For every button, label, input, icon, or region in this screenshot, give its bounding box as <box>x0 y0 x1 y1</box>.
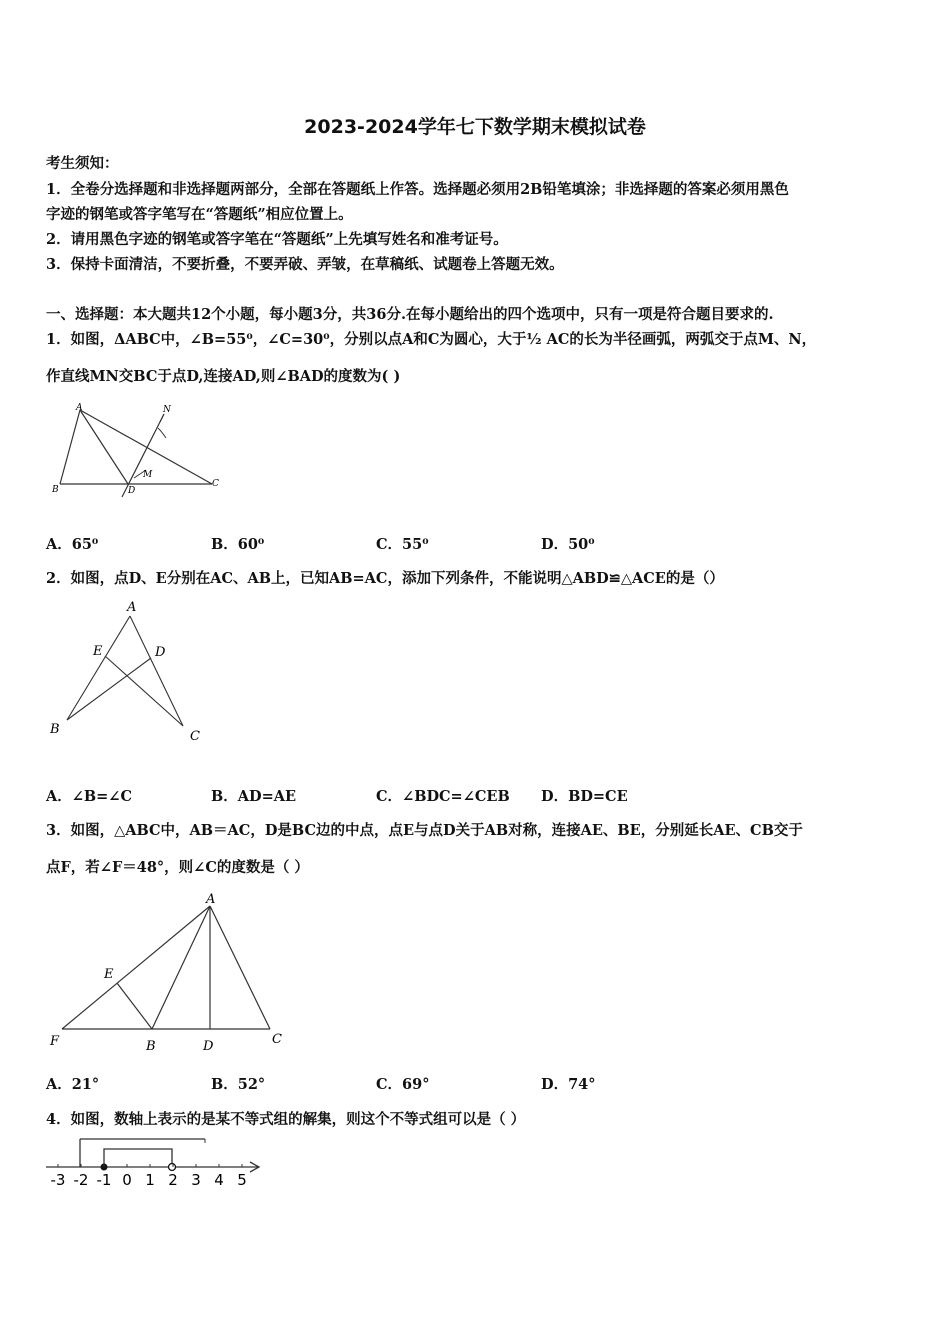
q4-tick-label: 1 <box>145 1171 155 1189</box>
q2-label-d: D <box>155 645 166 660</box>
q3-label-c: C <box>272 1032 282 1047</box>
notice-item-1: 1．全卷分选择题和非选择题两部分，全部在答题纸上作答。选择题必须用2B铅笔填涂；非选择题的答案必须用黑色 <box>46 181 789 198</box>
q2-option-b[interactable]: B．AD=AE <box>211 788 297 805</box>
q2-text: 2．如图，点D、E分别在AC、AB上，已知AB=AC，添加下列条件，不能说明△ABD≌△ACE的是（） <box>46 570 724 587</box>
q3-option-c[interactable]: C．69° <box>376 1076 430 1093</box>
q1-option-b[interactable]: B．60⁰ <box>211 536 265 553</box>
q2-option-a[interactable]: A．∠B=∠C <box>46 788 132 805</box>
q3-text-line2: 点F，若∠F＝48°，则∠C的度数是（ ） <box>46 859 309 876</box>
q2-option-c[interactable]: C．∠BDC=∠CEB <box>376 788 510 805</box>
q4-tick-label: 3 <box>191 1171 201 1189</box>
section-heading: 一、选择题：本大题共12个小题，每小题3分，共36分.在每小题给出的四个选项中，只有一项是符合题目要求的. <box>46 306 774 323</box>
q1-option-c[interactable]: C．55⁰ <box>376 536 429 553</box>
q2-label-e: E <box>93 644 103 659</box>
q2-label-c: C <box>190 729 200 744</box>
q3-option-a[interactable]: A．21° <box>46 1076 100 1093</box>
notice-item-1-cont: 字迹的钢笔或答字笔写在“答题纸”相应位置上。 <box>46 206 353 223</box>
q3-label-e: E <box>104 967 114 982</box>
notice-heading: 考生须知： <box>46 155 119 172</box>
q3-text-line1: 3．如图，△ABC中，AB＝AC，D是BC边的中点，点E与点D关于AB对称，连接AE、BE，分别延长AE、CB交于 <box>46 822 803 839</box>
q1-option-a[interactable]: A．65⁰ <box>46 536 99 553</box>
q4-tick-label: -3 <box>50 1171 66 1189</box>
q3-option-b[interactable]: B．52° <box>211 1076 266 1093</box>
q2-option-d[interactable]: D．BD=CE <box>541 788 628 805</box>
q4-ticks <box>51 1164 247 1189</box>
q4-tick-label: -2 <box>73 1171 89 1189</box>
q3-option-d[interactable]: D．74° <box>541 1076 596 1093</box>
notice-item-2: 2．请用黑色字迹的钢笔或答字笔在“答题纸”上先填写姓名和准考证号。 <box>46 231 508 248</box>
q1-text-line2: 作直线MN交BC于点D,连接AD,则∠BAD的度数为( ) <box>46 368 401 385</box>
q4-number-line <box>40 1132 270 1192</box>
q2-figure <box>45 598 215 748</box>
q1-label-d: D <box>128 486 136 496</box>
q1-label-c: C <box>212 479 219 489</box>
q4-text: 4．如图，数轴上表示的是某不等式组的解集，则这个不等式组可以是（ ） <box>46 1111 526 1128</box>
q4-tick-label: 0 <box>122 1171 132 1189</box>
q4-tick-label: -1 <box>96 1171 112 1189</box>
q3-label-d: D <box>203 1039 214 1054</box>
q1-label-b: B <box>52 485 59 495</box>
q2-label-b: B <box>50 722 60 737</box>
q3-figure <box>40 888 300 1058</box>
q1-option-d[interactable]: D．50⁰ <box>541 536 595 553</box>
q4-tick-label: 2 <box>168 1171 178 1189</box>
q3-label-f: F <box>50 1034 60 1049</box>
q3-label-a: A <box>206 892 216 907</box>
q1-label-m: M <box>143 470 153 480</box>
q1-label-a: A <box>76 403 83 413</box>
q1-text-line1: 1．如图，ΔABC中，∠B=55⁰，∠C=30⁰，分别以点A和C为圆心，大于½ AC的长为半径画弧，两弧交于点M、N， <box>46 331 817 348</box>
notice-item-3: 3．保持卡面清洁，不要折叠，不要弄破、弄皱，在草稿纸、试题卷上答题无效。 <box>46 256 564 273</box>
q4-tick-label: 5 <box>237 1171 247 1189</box>
q2-label-a: A <box>127 600 137 615</box>
page-title: 2023-2024学年七下数学期末模拟试卷 <box>304 116 646 138</box>
q3-label-b: B <box>146 1039 156 1054</box>
q4-tick-label: 4 <box>214 1171 224 1189</box>
q1-figure <box>50 400 230 500</box>
q1-label-n: N <box>163 405 171 415</box>
